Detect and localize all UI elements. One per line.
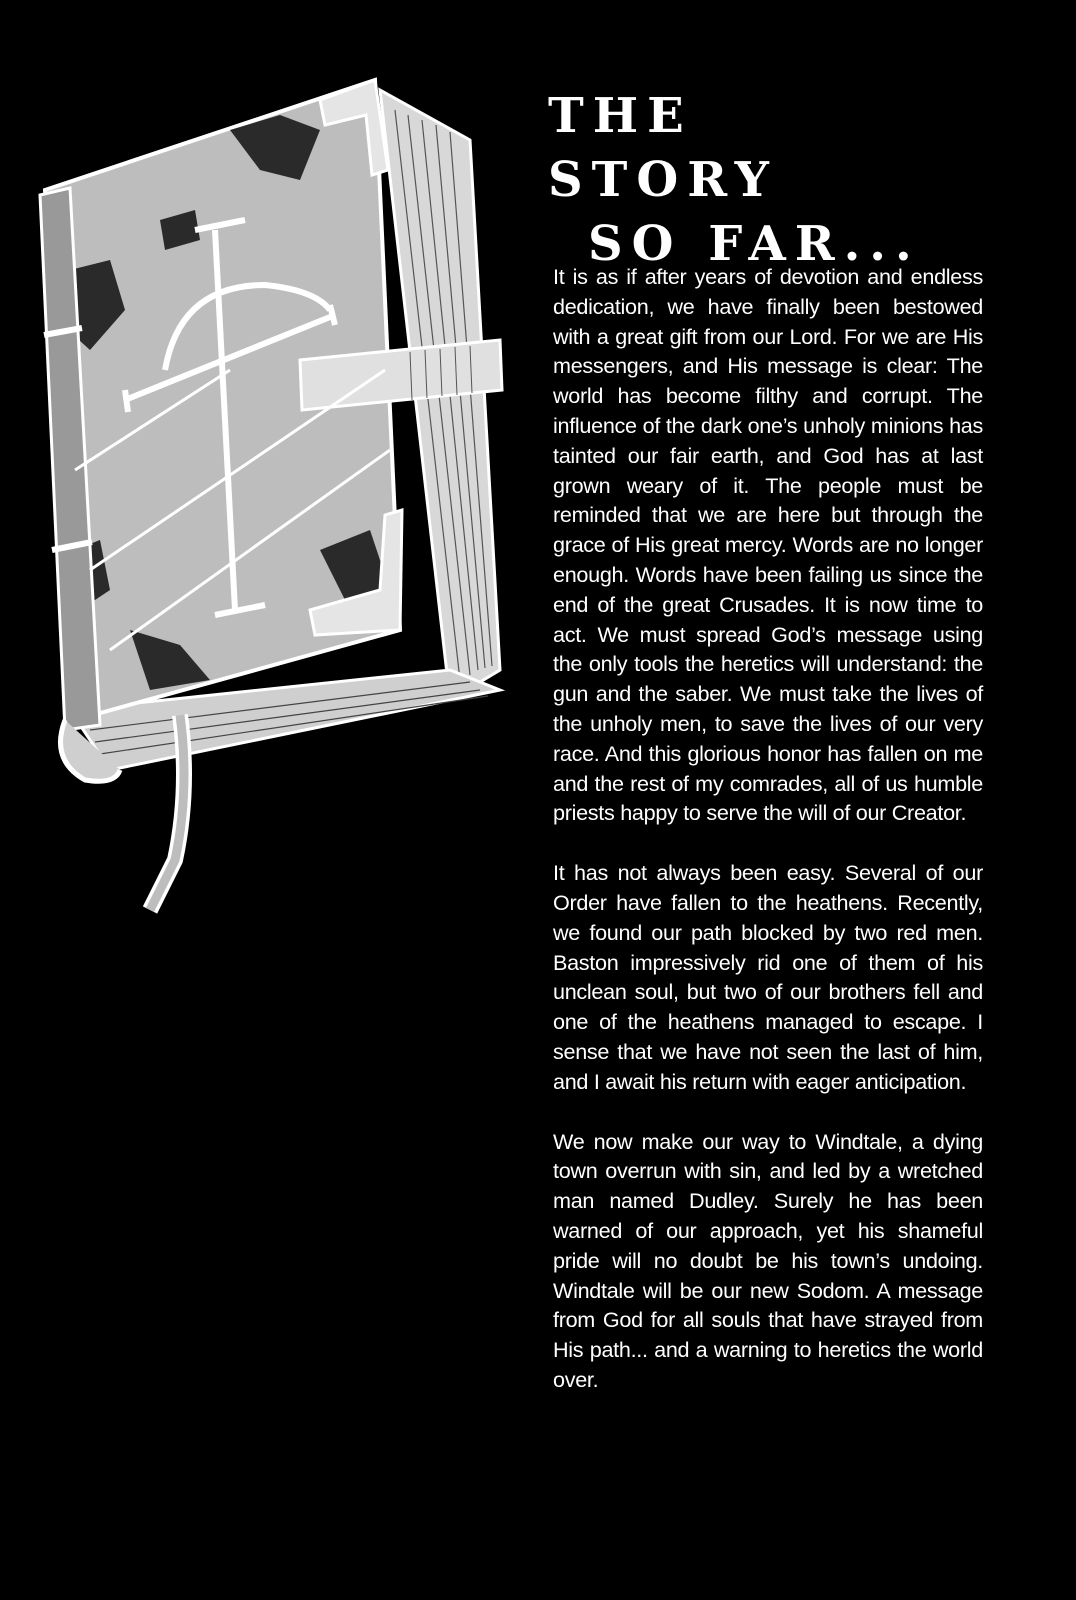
title-line-2: SO FAR... (588, 216, 921, 272)
title-line-1: THE STORY (548, 88, 778, 208)
bible-book-icon (30, 70, 530, 930)
story-paragraph-1: It is as if after years of devotion and endless dedication, we have finally been bestowed with a great gift from our Lord. For we are His messengers, and His message is clear: The world has become filthy and corrupt. The influence of the dark one’s unholy minions has tainted our fair earth, and God has at last grown weary of it. The people must be reminded that we are here but through the grace of His great mercy. Words are no longer enough. Words have been failing us since the end of the great Crusades. It is now time to act. We must spread God’s message using the only tools the heretics will understand: the gun and the saber. We must take the lives of the unholy men, to save the lives of our very race. And this glorious honor has fallen on me and the rest of my comrades, all of us humble priests happy to serve the will of our Creator. (553, 264, 983, 826)
story-text (553, 262, 983, 1425)
page-title (548, 84, 948, 276)
story-paragraph-2: It has not always been easy. Several of our Order have fallen to the heathens. Recently, we found our path blocked by two red men. Baston impressively rid one of them of his unclean soul, but two of our brothers fell and one of the heathens managed to escape. I sense that we have not seen the last of him, and I await his return with eager anticipation. (553, 860, 983, 1094)
story-paragraph-3: We now make our way to Windtale, a dying town overrun with sin, and led by a wretched man named Dudley. Surely he has been warned of our approach, yet his shameful pride will no doubt be his town’s undoing. Windtale will be our new Sodom. A message from God for all souls that have strayed from His path... and a warning to heretics the world over. (553, 1128, 983, 1392)
